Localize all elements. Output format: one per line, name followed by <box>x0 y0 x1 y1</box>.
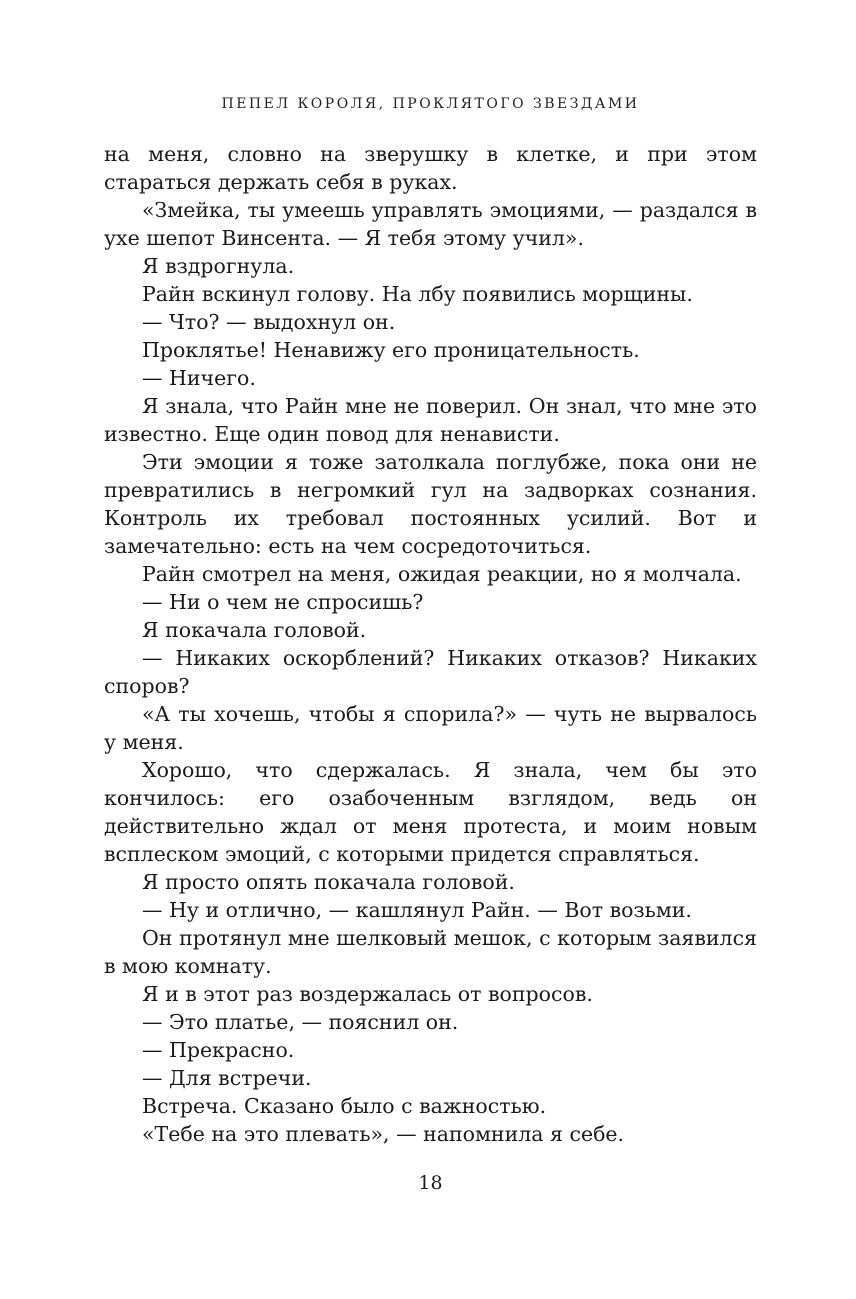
paragraph: Он протянул мне шелковый мешок, с которым заявился в мою комнату. <box>104 926 757 978</box>
paragraph: Я и в этот раз воздержалась от вопросов. <box>142 982 593 1006</box>
paragraph: Встреча. Сказано было с важностью. <box>142 1094 547 1118</box>
paragraph: Хорошо, что сдержалась. Я знала, чем бы это кончилось: его озабоченным взглядом, ведь он действительно ждал от меня протеста, и моим новым всплеском эмоций, с которыми придется справляться. <box>104 758 757 866</box>
paragraph: Проклятье! Ненавижу его проницательность. <box>142 338 640 362</box>
paragraph: на меня, словно на зверушку в клетке, и при этом стараться держать себя в руках. <box>104 142 757 194</box>
paragraph: — Никаких оскорблений? Никаких отказов? Никаких споров? <box>104 646 757 698</box>
paragraph: «Тебе на это плевать», — напомнила я себе. <box>142 1122 625 1146</box>
paragraph: — Ну и отлично, — кашлянул Райн. — Вот возьми. <box>142 898 692 922</box>
paragraph: — Что? — выдохнул он. <box>142 310 396 334</box>
paragraph: «А ты хочешь, чтобы я спорила?» — чуть не вырвалось у меня. <box>104 702 757 754</box>
page-number: 18 <box>418 1172 443 1194</box>
paragraph: — Ни о чем не спросишь? <box>142 590 424 614</box>
paragraph: Я вздрогнула. <box>142 254 295 278</box>
paragraph: «Змейка, ты умеешь управлять эмоциями, — раздался в ухе шепот Винсента. — Я тебя этому учил». <box>104 198 757 250</box>
paragraph: Я знала, что Райн мне не поверил. Он знал, что мне это известно. Еще один повод для ненависти. <box>104 394 757 446</box>
paragraph: Я покачала головой. <box>142 618 367 642</box>
paragraph: Я просто опять покачала головой. <box>142 870 515 894</box>
body-text <box>104 140 757 1148</box>
running-title: ПЕПЕЛ КОРОЛЯ, ПРОКЛЯТОГО ЗВЕЗДАМИ <box>221 96 640 112</box>
paragraph: — Это платье, — пояснил он. <box>142 1010 459 1034</box>
paragraph: — Ничего. <box>142 366 256 390</box>
paragraph: Райн смотрел на меня, ожидая реакции, но я молчала. <box>142 562 742 586</box>
paragraph: — Для встречи. <box>142 1066 312 1090</box>
paragraph: Райн вскинул голову. На лбу появились морщины. <box>142 282 693 306</box>
paragraph: — Прекрасно. <box>142 1038 295 1062</box>
paragraph: Эти эмоции я тоже затолкала поглубже, пока они не превратились в негромкий гул на задворках сознания. Контроль их требовал постоянных усилий. Вот и замечательно: есть на чем сосредоточиться. <box>104 450 757 558</box>
